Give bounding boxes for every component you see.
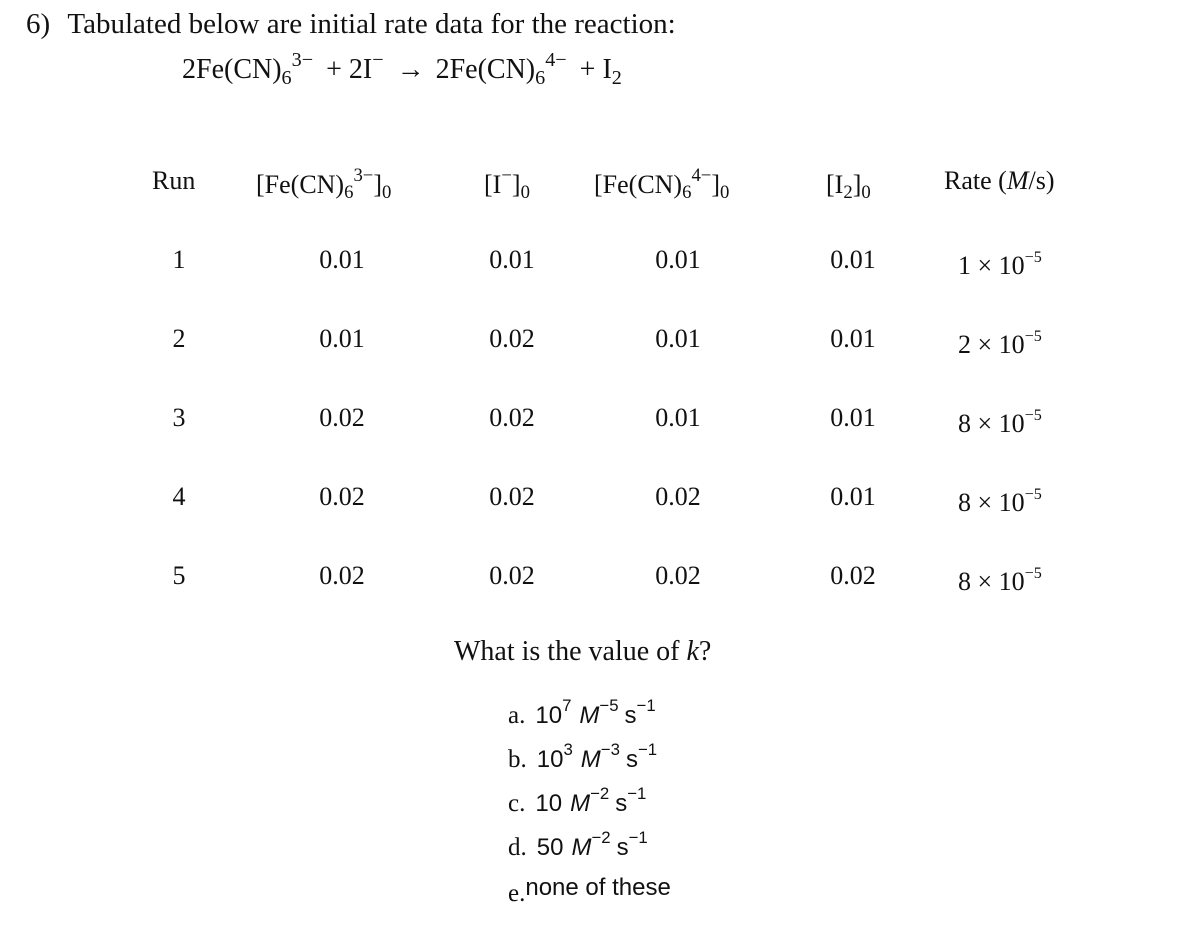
header-iodine: $[I_2]_0$ xyxy=(826,170,871,204)
table-cell-ferri: 0.02 xyxy=(319,403,365,432)
table-cell-rate: $1 \times 10^{-5}$ xyxy=(958,248,1042,280)
table-cell-iodide: 0.02 xyxy=(489,403,535,432)
table-cell-iodide: 0.02 xyxy=(489,561,535,590)
table-cell-iodine: 0.01 xyxy=(830,482,876,511)
header-iodide: $[I^-]_0$ xyxy=(484,165,530,204)
table-cell-ferri: 0.01 xyxy=(319,324,365,353)
table-cell-ferri: 0.02 xyxy=(319,561,365,590)
header-rate: Rate (M/s) xyxy=(944,166,1055,195)
table-cell-rate: $2 \times 10^{-5}$ xyxy=(958,327,1042,359)
answer-choice: b. $10^3$ $M^{-3}$ $s^{-1}$ xyxy=(508,740,658,773)
header-ferrocyanide: $[Fe(CN)_6^{4-}]_0$ xyxy=(594,165,730,204)
table-cell-ferro: 0.01 xyxy=(655,324,701,353)
table-cell-iodine: 0.01 xyxy=(830,403,876,432)
table-cell-ferro: 0.01 xyxy=(655,403,701,432)
table-cell-ferri: 0.01 xyxy=(319,245,365,274)
table-cell-run: 5 xyxy=(172,561,186,590)
table-cell-run: 2 xyxy=(172,324,186,353)
answer-choice: a. $10^7$ $M^{-5}$ $s^{-1}$ xyxy=(508,696,656,729)
product-ferrocyanide: $2Fe(CN)_6^{4-}$ xyxy=(435,48,567,89)
header-run: Run xyxy=(152,166,196,195)
table-cell-rate: $8 \times 10^{-5}$ xyxy=(958,485,1042,517)
answer-choice: d. 50 $M^{-2}$ $s^{-1}$ xyxy=(508,828,648,861)
answer-choice: c. 10 $M^{-2}$ $s^{-1}$ xyxy=(508,784,647,817)
table-cell-iodide: 0.02 xyxy=(489,324,535,353)
question-text: What is the value of k? xyxy=(454,636,712,667)
table-cell-run: 3 xyxy=(172,403,186,432)
table-cell-rate: $8 \times 10^{-5}$ xyxy=(958,564,1042,596)
reactant-ferricyanide: $2Fe(CN)_6^{3-}$ xyxy=(182,48,314,89)
reaction-equation xyxy=(182,48,622,89)
table-cell-ferro: 0.02 xyxy=(655,561,701,590)
table-cell-rate: $8 \times 10^{-5}$ xyxy=(958,406,1042,438)
problem-heading xyxy=(26,8,676,41)
product-iodine: + $I_2$ xyxy=(579,54,622,89)
problem-prompt: Tabulated below are initial rate data for the reaction: xyxy=(67,8,676,40)
table-cell-ferro: 0.01 xyxy=(655,245,701,274)
table-cell-iodide: 0.02 xyxy=(489,482,535,511)
table-cell-ferro: 0.02 xyxy=(655,482,701,511)
header-ferricyanide: $[Fe(CN)_6^{3-}]_0$ xyxy=(256,165,392,204)
reaction-arrow: → xyxy=(396,54,425,85)
table-cell-iodine: 0.02 xyxy=(830,561,876,590)
reactant-iodide: + 2I− xyxy=(326,48,384,85)
table-cell-iodine: 0.01 xyxy=(830,245,876,274)
table-cell-run: 4 xyxy=(172,482,186,511)
answer-choice: e.none of these xyxy=(508,874,671,907)
table-cell-iodide: 0.01 xyxy=(489,245,535,274)
problem-number: 6) xyxy=(26,8,51,40)
table-cell-run: 1 xyxy=(172,245,186,274)
table-cell-iodine: 0.01 xyxy=(830,324,876,353)
table-cell-ferri: 0.02 xyxy=(319,482,365,511)
